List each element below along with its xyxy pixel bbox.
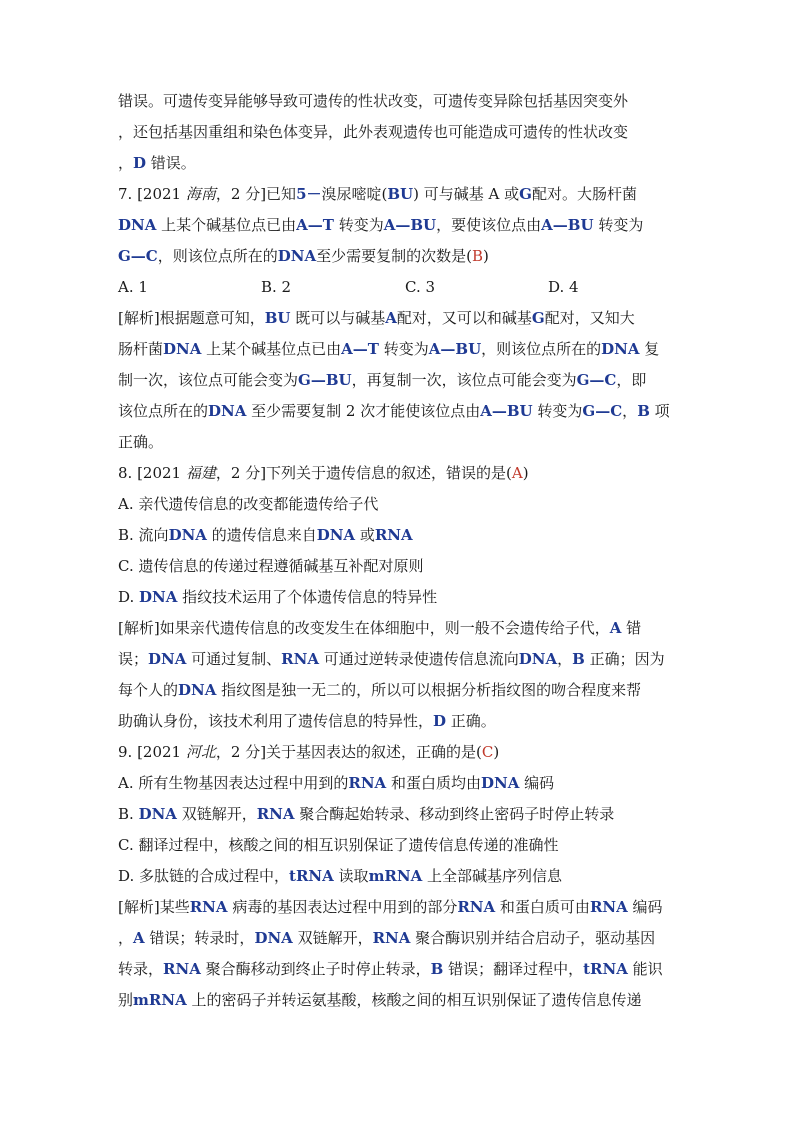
body-text: ， <box>557 650 573 668</box>
text-line <box>118 117 688 148</box>
document-body <box>118 86 688 1016</box>
body-text: ，2 分]已知 <box>215 185 297 203</box>
body-text: ， <box>118 154 134 172</box>
text-line <box>118 861 688 892</box>
body-text: 上某个碱基位点已由 <box>156 216 297 234</box>
body-text: C. 翻译过程中，核酸之间的相互识别保证了遗传信息传递的准确性 <box>118 836 559 854</box>
text-line <box>118 458 688 489</box>
body-text: 的遗传信息来自 <box>206 526 317 544</box>
term-text: A—T <box>296 216 334 234</box>
term-text: RNA <box>374 526 413 544</box>
text-line <box>118 830 688 861</box>
body-text: ) 可与碱基 A 或 <box>413 185 520 203</box>
body-text: 别 <box>118 991 134 1009</box>
q7-options-row <box>118 272 688 303</box>
body-text: 读取 <box>333 867 369 885</box>
body-text: 和蛋白质可由 <box>495 898 590 916</box>
text-line <box>118 396 688 427</box>
body-text: ) <box>522 464 529 482</box>
body-text: 可通过复制、 <box>186 650 282 668</box>
term-text: DNA <box>178 681 217 699</box>
term-text: A—BU <box>541 216 594 234</box>
body-text: ，2 分]下列关于遗传信息的叙述，错误的是( <box>215 464 512 482</box>
body-text: D. <box>118 588 140 606</box>
text-line <box>118 644 688 675</box>
body-text: 项 <box>649 402 670 420</box>
text-line <box>118 148 688 179</box>
text-line <box>118 303 688 334</box>
body-text: 聚合酶起始转录、移动到终止密码子时停止转录 <box>294 805 615 823</box>
body-text: 每个人的 <box>118 681 179 699</box>
body-text: 至少需要复制 2 次才能使该位点由 <box>246 402 481 420</box>
body-text: 福建 <box>185 464 216 482</box>
body-text: 双链解开， <box>292 929 373 947</box>
body-text: 错误。可遗传变异能够导致可遗传的性状改变，可遗传变异除包括基因突变外 <box>118 92 629 110</box>
text-line <box>118 551 688 582</box>
body-text: 转变为 <box>378 340 429 358</box>
option-c: C. 3 <box>405 278 436 296</box>
answer-letter: C <box>481 743 494 761</box>
term-text: DNA <box>601 340 640 358</box>
body-text: 至少需要复制的次数是( <box>316 247 472 265</box>
body-text: 配对。大肠杆菌 <box>531 185 637 203</box>
term-text: mRNA <box>133 991 187 1009</box>
term-text: A—BU <box>480 402 533 420</box>
body-text: C. 遗传信息的传递过程遵循碱基互补配对原则 <box>118 557 424 575</box>
body-text: 9. [2021 <box>118 743 186 761</box>
term-text: DNA <box>139 588 178 606</box>
body-text: 上某个碱基位点已由 <box>201 340 342 358</box>
term-text: BU <box>387 185 414 203</box>
text-line <box>118 489 688 520</box>
term-text: G—BU <box>298 371 352 389</box>
body-text: 制一次，该位点可能会变为 <box>118 371 299 389</box>
term-text: G—C <box>576 371 617 389</box>
body-text: ) <box>483 247 489 265</box>
option-a: A. 1 <box>118 278 148 296</box>
body-text: ，还包括基因重组和染色体变异，此外表观遗传也可能造成可遗传的性状改变 <box>118 123 629 141</box>
term-text: RNA <box>589 898 628 916</box>
body-text: 和蛋白质均由 <box>386 774 481 792</box>
body-text: 溴尿嘧啶( <box>321 185 388 203</box>
text-line <box>118 706 688 737</box>
body-text: [解析]某些 <box>118 898 190 916</box>
text-line <box>118 86 688 117</box>
term-text: RNA <box>281 650 319 668</box>
term-text: A <box>133 929 145 947</box>
body-text: 肠杆菌 <box>118 340 164 358</box>
term-text: DNA <box>518 650 558 668</box>
term-text: DNA <box>480 774 520 792</box>
body-text: 编码 <box>627 898 663 916</box>
body-text: 正确。 <box>446 712 496 730</box>
term-text: RNA <box>189 898 228 916</box>
body-text: 正确。 <box>118 433 164 451</box>
body-text: 8. [2021 <box>118 464 186 482</box>
text-line <box>118 799 688 830</box>
term-text: G—C <box>582 402 623 420</box>
body-text: 误； <box>118 650 149 668</box>
body-text: 转变为 <box>593 216 644 234</box>
body-text: 配对，又知大 <box>544 309 635 327</box>
answer-letter: A <box>511 464 523 482</box>
text-line <box>118 241 688 272</box>
body-text: ，则该位点所在的 <box>481 340 602 358</box>
body-text: 复 <box>639 340 660 358</box>
term-text: G <box>519 185 532 203</box>
text-line <box>118 985 688 1016</box>
term-text: G <box>531 309 545 327</box>
body-text: 7. [2021 <box>118 185 186 203</box>
term-text: DNA <box>277 247 317 265</box>
term-text: RNA <box>348 774 387 792</box>
body-text: 助确认身份，该技术利用了遗传信息的特异性， <box>118 712 434 730</box>
body-text: 上的密码子并转运氨基酸，核酸之间的相互识别保证了遗传信息传递 <box>186 991 642 1009</box>
body-text: 转录， <box>118 960 164 978</box>
body-text: A. 所有生物基因表达过程中用到的 <box>118 774 349 792</box>
term-text: G—C <box>118 247 158 265</box>
term-text: RNA <box>163 960 201 978</box>
body-text: ，2 分]关于基因表达的叙述，正确的是( <box>215 743 482 761</box>
body-text: 配对，又可以和碱基 <box>396 309 532 327</box>
term-text: B <box>637 402 650 420</box>
body-text: 编码 <box>519 774 555 792</box>
body-text: ，即 <box>616 371 647 389</box>
text-line <box>118 520 688 551</box>
body-text: 双链解开， <box>176 805 257 823</box>
option-d: D. 4 <box>548 278 579 296</box>
term-text: RNA <box>256 805 295 823</box>
body-text: A. 亲代遗传信息的改变都能遗传给子代 <box>118 495 379 513</box>
term-text: RNA <box>372 929 411 947</box>
body-text: ，要使该位点由 <box>436 216 542 234</box>
body-text: ) <box>493 743 500 761</box>
term-text: tRNA <box>583 960 628 978</box>
text-line <box>118 427 688 458</box>
text-line <box>118 923 688 954</box>
text-line <box>118 179 688 210</box>
text-line <box>118 582 688 613</box>
body-text: 病毒的基因表达过程中用到的部分 <box>227 898 458 916</box>
body-text: ，则该位点所在的 <box>157 247 278 265</box>
answer-letter: B <box>471 247 484 265</box>
term-text: A <box>609 619 622 637</box>
term-text: B <box>430 960 444 978</box>
term-text: A—BU <box>383 216 437 234</box>
body-text: 错误。 <box>146 154 196 172</box>
term-text: DNA <box>254 929 293 947</box>
text-line <box>118 737 688 768</box>
term-text: D <box>133 154 147 172</box>
term-text: tRNA <box>289 867 334 885</box>
term-text: A <box>385 309 397 327</box>
body-text: ， <box>622 402 638 420</box>
text-line <box>118 892 688 923</box>
term-text: DNA <box>138 805 177 823</box>
text-line <box>118 210 688 241</box>
term-text: DNA <box>118 216 157 234</box>
term-text: D <box>433 712 447 730</box>
body-text: 该位点所在的 <box>118 402 209 420</box>
body-text: 海南 <box>185 185 216 203</box>
term-text: BU <box>264 309 291 327</box>
body-text: 可通过逆转录使遗传信息流向 <box>318 650 519 668</box>
body-text: 错 <box>621 619 642 637</box>
term-text: DNA <box>163 340 202 358</box>
term-text: DNA <box>148 650 187 668</box>
body-text: 转变为 <box>532 402 583 420</box>
body-text: ， <box>118 929 134 947</box>
option-b: B. 2 <box>261 278 292 296</box>
body-text: [解析]根据题意可知， <box>118 309 265 327</box>
term-text: mRNA <box>368 867 423 885</box>
body-text: 河北 <box>185 743 216 761</box>
body-text: 指纹图是独一无二的，所以可以根据分析指纹图的吻合程度来帮 <box>216 681 642 699</box>
body-text: 或 <box>355 526 375 544</box>
term-text: RNA <box>457 898 496 916</box>
body-text: ，再复制一次，该位点可能会变为 <box>351 371 577 389</box>
term-text: DNA <box>168 526 207 544</box>
text-line <box>118 334 688 365</box>
term-text: A—BU <box>428 340 482 358</box>
body-text: 正确；因为 <box>584 650 665 668</box>
body-text: [解析]如果亲代遗传信息的改变发生在体细胞中，则一般不会遗传给子代， <box>118 619 610 637</box>
term-text: DNA <box>208 402 247 420</box>
text-line <box>118 954 688 985</box>
body-text: B. <box>118 805 139 823</box>
term-text: B <box>572 650 585 668</box>
term-text: A—T <box>341 340 379 358</box>
text-line <box>118 365 688 396</box>
body-text: 聚合酶识别并结合启动子，驱动基因 <box>410 929 656 947</box>
body-text: 转变为 <box>333 216 384 234</box>
body-text: 既可以与碱基 <box>290 309 386 327</box>
term-text: DNA <box>316 526 356 544</box>
text-line <box>118 613 688 644</box>
body-text: B. 流向 <box>118 526 169 544</box>
body-text: 错误；转录时， <box>144 929 255 947</box>
body-text: 聚合酶移动到终止子时停止转录， <box>200 960 431 978</box>
body-text: 上全部碱基序列信息 <box>422 867 563 885</box>
body-text: D. 多肽链的合成过程中， <box>118 867 290 885</box>
body-text: 能识 <box>627 960 663 978</box>
text-line <box>118 675 688 706</box>
body-text: 错误；翻译过程中， <box>443 960 584 978</box>
term-text: 5－ <box>296 185 322 203</box>
text-line <box>118 768 688 799</box>
body-text: 指纹技术运用了个体遗传信息的特异性 <box>177 588 438 606</box>
